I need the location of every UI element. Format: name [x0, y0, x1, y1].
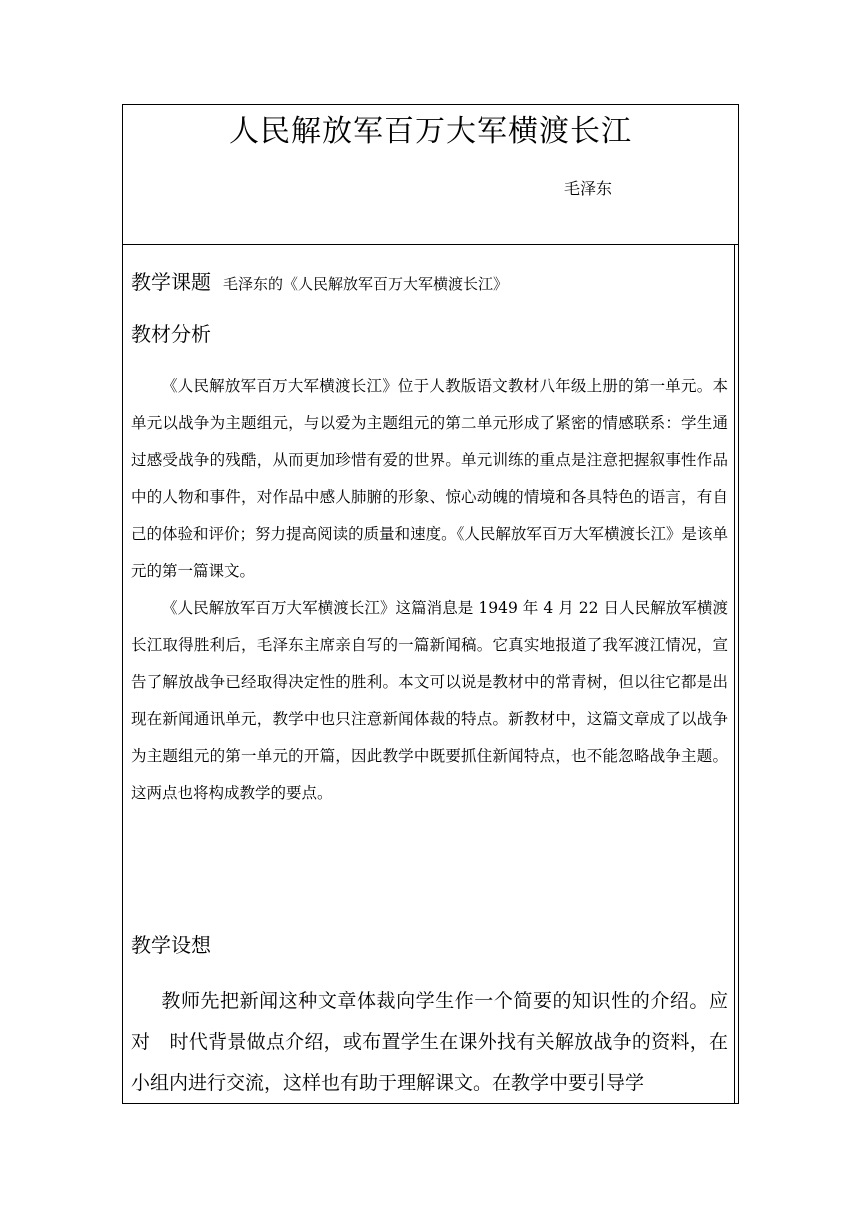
analysis-paragraph-1: 《人民解放军百万大军横渡长江》位于人教版语文教材八年级上册的第一单元。本单元以战争为主题组元，与以爱为主题组元的第二单元形成了紧密的情感联系：学生通过感受战争的残酷，从而更加珍惜有爱的世界。单元训练的重点是注意把握叙事性作品中的人物和事件，对作品中感人肺腑的形象、惊心动魄的情境和各具特色的语言，有自己的体验和评价；努力提高阅读的质量和速度。《人民解放军百万大军横渡长江》是该单元的第一篇课文。 — [131, 377, 728, 580]
title-cell — [123, 105, 738, 245]
subject-row — [131, 267, 508, 299]
lesson-plan-table — [122, 104, 739, 1104]
design-paragraph: 教师先把新闻这种文章体裁向学生作一个简要的知识性的介绍。应对 时代背景做点介绍，或布置学生在课外找有关解放战争的资料，在小组内进行交流，这样也有助于理解课文。在教学中要引导学 — [131, 990, 728, 1094]
design-heading: 教学设想 — [131, 933, 211, 957]
content-cell — [123, 245, 738, 1103]
author-name: 毛泽东 — [564, 179, 613, 198]
subject-label: 教学课题 — [131, 270, 211, 294]
subject-text: 毛泽东的《人民解放军百万大军横渡长江》 — [223, 275, 509, 293]
analysis-heading: 教材分析 — [131, 322, 211, 346]
analysis-paragraph-2: 《人民解放军百万大军横渡长江》这篇消息是 1949 年 4 月 22 日人民解放军横渡长江取得胜利后，毛泽东主席亲自写的一篇新闻稿。它真实地报道了我军渡江情况，宣告了解放战争已经取得决定性的胜利。本文可以说是教材中的常青树，但以往它都是出现在新闻通讯单元，教学中也只注意新闻体裁的特点。新教材中，这篇文章成了以战争为主题组元的第一单元的开篇，因此教学中既要抓住新闻特点，也不能忽略战争主题。这两点也将构成教学的要点。 — [131, 599, 728, 802]
inner-border-line — [734, 245, 735, 1103]
document-title: 人民解放军百万大军横渡长江 — [229, 114, 632, 149]
